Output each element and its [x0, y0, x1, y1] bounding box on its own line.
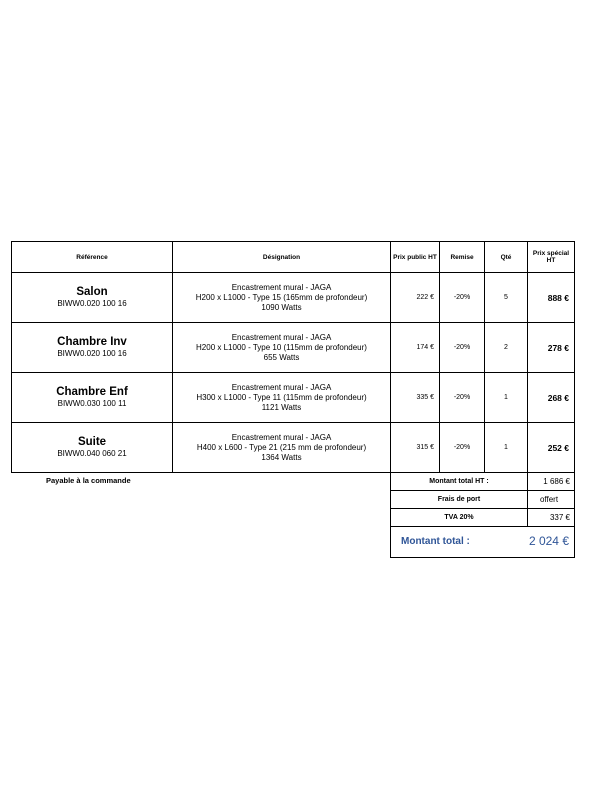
designation-cell — [173, 373, 391, 423]
totals-table — [390, 472, 575, 558]
qte-cell: 1 — [485, 373, 528, 423]
header-reference: Référence — [12, 242, 173, 273]
grand-total-label: Montant total : — [401, 536, 470, 547]
designation-line: 655 Watts — [263, 352, 300, 362]
prix-public-cell: 335 € — [391, 373, 440, 423]
total-ht-label: Montant total HT : — [391, 473, 528, 491]
reference-cell — [12, 273, 173, 323]
table-header-row — [12, 242, 575, 273]
prix-public-cell: 222 € — [391, 273, 440, 323]
header-remise: Remise — [440, 242, 485, 273]
reference-cell — [12, 323, 173, 373]
room-name: Chambre Enf — [56, 386, 128, 398]
remise-cell: -20% — [440, 323, 485, 373]
designation-line: Encastrement mural - JAGA — [231, 432, 332, 442]
remise-cell: -20% — [440, 423, 485, 473]
prix-public-cell: 174 € — [391, 323, 440, 373]
header-prix-public: Prix public HT — [391, 242, 440, 273]
table-row — [12, 373, 575, 423]
room-name: Suite — [77, 436, 107, 448]
designation-line: H200 x L1000 - Type 10 (115mm de profondeur) — [196, 342, 367, 352]
designation-line: H400 x L600 - Type 21 (215 mm de profondeur) — [196, 442, 367, 452]
qte-cell: 2 — [485, 323, 528, 373]
table-row — [12, 423, 575, 473]
prix-special-cell: 268 € — [528, 373, 575, 423]
shipping-row — [391, 491, 575, 509]
qte-cell: 5 — [485, 273, 528, 323]
designation-line: Encastrement mural - JAGA — [231, 382, 332, 392]
shipping-label: Frais de port — [391, 491, 528, 509]
designation-line: 1090 Watts — [261, 302, 302, 312]
table-row — [12, 273, 575, 323]
total-ht-value: 1 686 € — [528, 473, 575, 491]
prix-special-cell: 888 € — [528, 273, 575, 323]
designation-cell — [173, 323, 391, 373]
designation-cell — [173, 273, 391, 323]
grand-total-cell — [391, 527, 575, 558]
product-code: BIWW0.030 100 11 — [57, 399, 127, 408]
designation-line: H200 x L1000 - Type 15 (165mm de profondeur) — [195, 292, 368, 302]
table-row — [12, 323, 575, 373]
product-code: BIWW0.020 100 16 — [57, 349, 127, 358]
qte-cell: 1 — [485, 423, 528, 473]
prix-special-cell: 278 € — [528, 323, 575, 373]
grand-total-value: 2 024 € — [528, 534, 569, 548]
tva-value: 337 € — [528, 509, 575, 527]
designation-line: Encastrement mural - JAGA — [231, 332, 332, 342]
product-code: BIWW0.040 060 21 — [57, 449, 127, 458]
prix-special-cell: 252 € — [528, 423, 575, 473]
remise-cell: -20% — [440, 273, 485, 323]
header-qte: Qté — [485, 242, 528, 273]
header-prix-special: Prix spécial HT — [528, 242, 575, 273]
payment-terms: Payable à la commande — [46, 476, 131, 485]
total-ht-row — [391, 473, 575, 491]
shipping-value: offert — [528, 491, 575, 509]
grand-total-row — [391, 527, 575, 558]
product-code: BIWW0.020 100 16 — [57, 299, 127, 308]
prix-public-cell: 315 € — [391, 423, 440, 473]
remise-cell: -20% — [440, 373, 485, 423]
reference-cell — [12, 423, 173, 473]
designation-line: H300 x L1000 - Type 11 (115mm de profondeur) — [196, 392, 367, 402]
designation-cell — [173, 423, 391, 473]
tva-row — [391, 509, 575, 527]
header-designation: Désignation — [173, 242, 391, 273]
quote-table — [11, 241, 575, 473]
designation-line: 1364 Watts — [261, 452, 302, 462]
designation-line: 1121 Watts — [261, 402, 302, 412]
reference-cell — [12, 373, 173, 423]
room-name: Salon — [76, 286, 108, 298]
tva-label: TVA 20% — [391, 509, 528, 527]
designation-line: Encastrement mural - JAGA — [231, 282, 332, 292]
room-name: Chambre Inv — [57, 336, 127, 348]
